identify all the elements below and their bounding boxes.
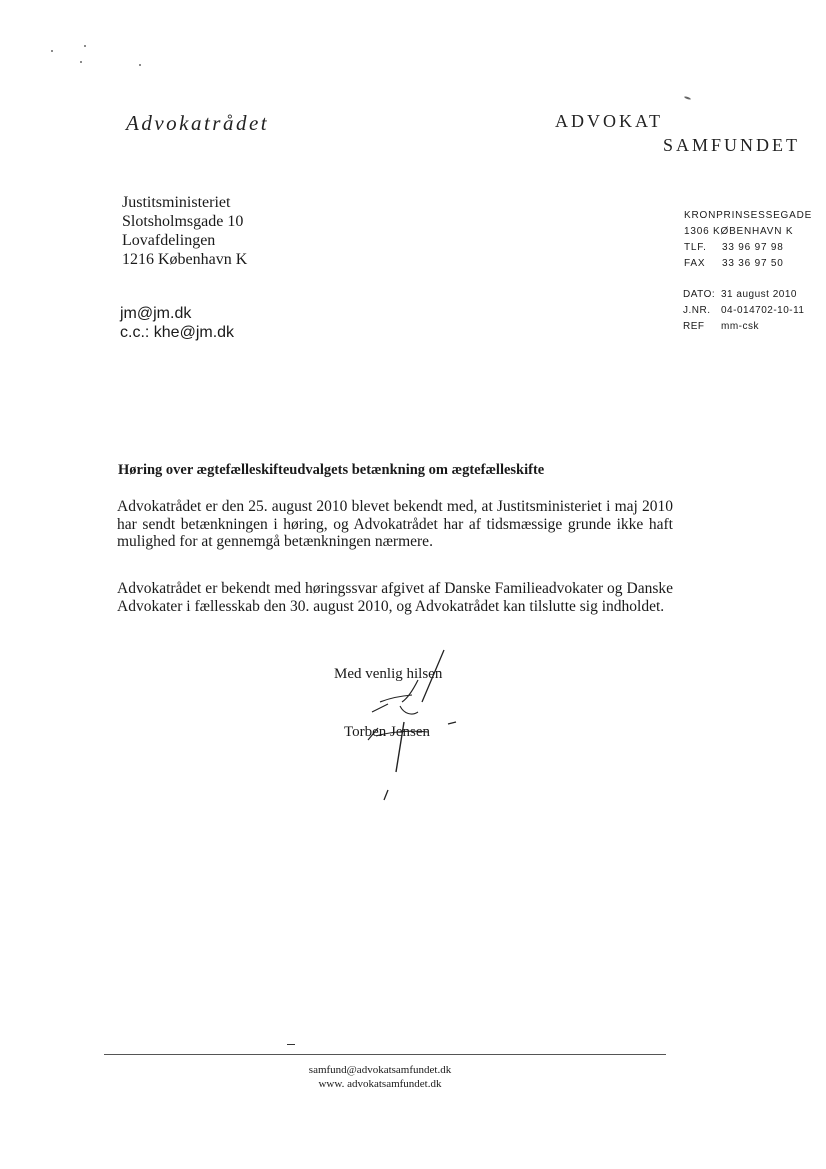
ref-label: REF bbox=[683, 321, 705, 332]
email-to: jm@jm.dk bbox=[120, 305, 192, 322]
recipient-line: Slotsholmsgade 10 bbox=[122, 213, 244, 230]
sender-city: 1306 KØBENHAVN K bbox=[684, 226, 794, 237]
tlf-label: TLF. bbox=[684, 242, 707, 253]
jnr-value: 04-014702-10-11 bbox=[721, 305, 805, 316]
sender-address bbox=[684, 208, 812, 272]
scan-speck bbox=[51, 50, 53, 52]
footer-email: samfund@advokatsamfundet.dk bbox=[308, 1064, 452, 1076]
footer-divider bbox=[104, 1054, 666, 1055]
date-value: 31 august 2010 bbox=[721, 289, 797, 300]
advokatsamfundet-logo-line2: SAMFUNDET bbox=[663, 135, 801, 155]
advokatraadet-logo: Advokatrådet bbox=[126, 111, 270, 135]
footer-mark bbox=[287, 1044, 295, 1045]
footer-contact bbox=[250, 1063, 510, 1091]
closing-greeting: Med venlig hilsen bbox=[334, 666, 443, 682]
letter-meta bbox=[683, 287, 805, 335]
footer-website: www. advokatsamfundet.dk bbox=[318, 1078, 442, 1090]
jnr-label: J.NR. bbox=[683, 305, 711, 316]
fax-value: 33 36 97 50 bbox=[722, 258, 784, 269]
recipient-address bbox=[122, 193, 247, 269]
body-paragraph: Advokatrådet er bekendt med høringssvar afgivet af Danske Familieadvokater og Danske Advokater i fællesskab den 30. august 2010, og Advokatrådet kan tilslutte sig indholdet. bbox=[117, 580, 673, 615]
ref-value: mm-csk bbox=[721, 321, 759, 332]
scan-speck bbox=[139, 64, 141, 66]
scan-speck bbox=[84, 45, 86, 47]
recipient-line: 1216 København K bbox=[122, 251, 248, 268]
date-label: DATO: bbox=[683, 289, 716, 300]
signatory-name: Torben Jensen bbox=[344, 724, 431, 740]
advokatsamfundet-logo-line1: ADVOKAT bbox=[555, 111, 663, 131]
email-cc: c.c.: khe@jm.dk bbox=[120, 324, 235, 341]
recipient-line: Lovafdelingen bbox=[122, 232, 216, 249]
letter-subject: Høring over ægtefælleskifteudvalgets betænkning om ægtefælleskifte bbox=[118, 462, 545, 478]
tlf-value: 33 96 97 98 bbox=[722, 242, 784, 253]
recipient-emails bbox=[120, 304, 234, 342]
scan-speck bbox=[80, 61, 82, 63]
scan-speck bbox=[684, 96, 691, 100]
sender-street: KRONPRINSESSEGADE bbox=[684, 210, 813, 221]
recipient-line: Justitsministeriet bbox=[122, 194, 231, 211]
fax-label: FAX bbox=[684, 258, 706, 269]
body-paragraph: Advokatrådet er den 25. august 2010 blevet bekendt med, at Justitsministeriet i maj 2010 har sendt betænkningen i høring, og Advokatrådet har af tidsmæssige grunde ikke haft mulighed for at gennemgå betænkningen nærmere. bbox=[117, 498, 673, 550]
